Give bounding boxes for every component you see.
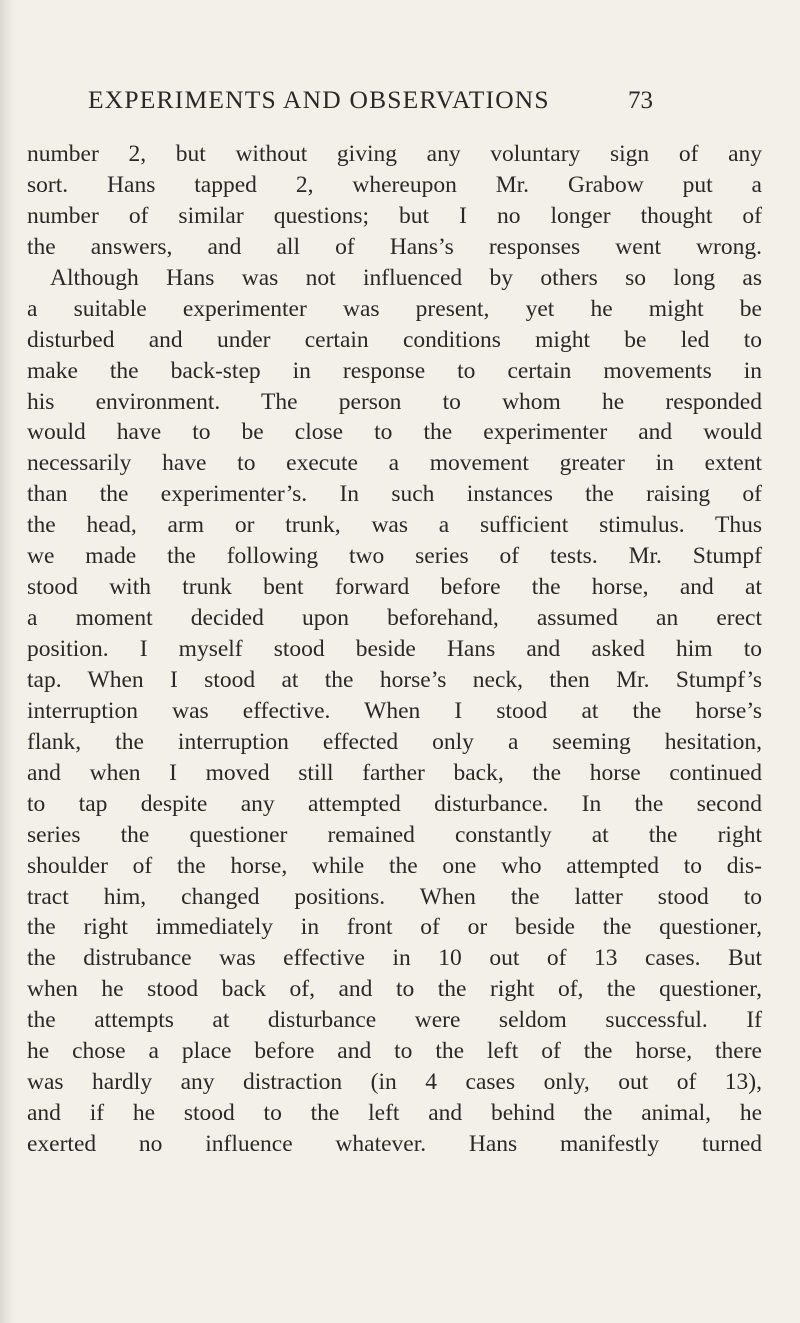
text-line: series the questioner remained constantly at the right bbox=[27, 821, 762, 848]
body-text bbox=[27, 139, 762, 1160]
running-title: EXPERIMENTS AND OBSERVATIONS bbox=[88, 85, 550, 114]
text-line: make the back-step in response to certain movements in bbox=[27, 357, 762, 384]
text-line: disturbed and under certain conditions might be led to bbox=[27, 326, 762, 353]
text-line: a suitable experimenter was present, yet he might be bbox=[27, 295, 762, 322]
text-line: than the experimenter’s. In such instances the raising of bbox=[27, 481, 762, 508]
text-line: a moment decided upon beforehand, assumed an erect bbox=[27, 605, 762, 632]
text-line: the right immediately in front of or beside the questioner, bbox=[27, 914, 762, 941]
text-line: and when I moved still farther back, the horse continued bbox=[27, 759, 762, 786]
text-line: shoulder of the horse, while the one who attempted to dis- bbox=[27, 852, 762, 879]
text-line: he chose a place before and to the left of the horse, there bbox=[27, 1038, 762, 1065]
text-line: the head, arm or trunk, was a sufficient stimulus. Thus bbox=[27, 512, 762, 539]
page-number: 73 bbox=[628, 87, 653, 114]
text-line: was hardly any distraction (in 4 cases only, out of 13), bbox=[27, 1069, 762, 1096]
text-line: sort. Hans tapped 2, whereupon Mr. Grabow put a bbox=[27, 171, 762, 198]
text-line: we made the following two series of tests. Mr. Stumpf bbox=[27, 543, 762, 570]
text-line: flank, the interruption effected only a seeming hesitation, bbox=[27, 728, 762, 755]
text-line: position. I myself stood beside Hans and asked him to bbox=[27, 636, 762, 662]
text-line: necessarily have to execute a movement greater in extent bbox=[27, 450, 762, 477]
page-edge-shadow bbox=[0, 0, 14, 1323]
text-line: tract him, changed positions. When the latter stood to bbox=[27, 883, 762, 910]
text-line: when he stood back of, and to the right of, the questioner, bbox=[27, 976, 762, 1003]
text-line-paragraph-start: Although Hans was not influenced by others so long as bbox=[50, 264, 762, 291]
running-head bbox=[0, 80, 800, 120]
text-line: exerted no influence whatever. Hans manifestly turned bbox=[27, 1131, 762, 1157]
text-line: interruption was effective. When I stood at the horse’s bbox=[27, 697, 762, 724]
text-line: the attempts at disturbance were seldom successful. If bbox=[27, 1007, 762, 1034]
text-line: stood with trunk bent forward before the horse, and at bbox=[27, 574, 762, 601]
text-line: his environment. The person to whom he responded bbox=[27, 388, 762, 415]
text-line: number 2, but without giving any voluntary sign of any bbox=[27, 141, 762, 167]
text-line: tap. When I stood at the horse’s neck, then Mr. Stumpf’s bbox=[27, 666, 762, 693]
text-line: number of similar questions; but I no longer thought of bbox=[27, 202, 762, 229]
text-line: to tap despite any attempted disturbance. In the second bbox=[27, 790, 762, 817]
text-line: the distrubance was effective in 10 out of 13 cases. But bbox=[27, 945, 762, 972]
text-line: and if he stood to the left and behind the animal, he bbox=[27, 1100, 762, 1127]
text-line: the answers, and all of Hans’s responses went wrong. bbox=[27, 233, 762, 260]
text-line: would have to be close to the experimenter and would bbox=[27, 419, 762, 446]
